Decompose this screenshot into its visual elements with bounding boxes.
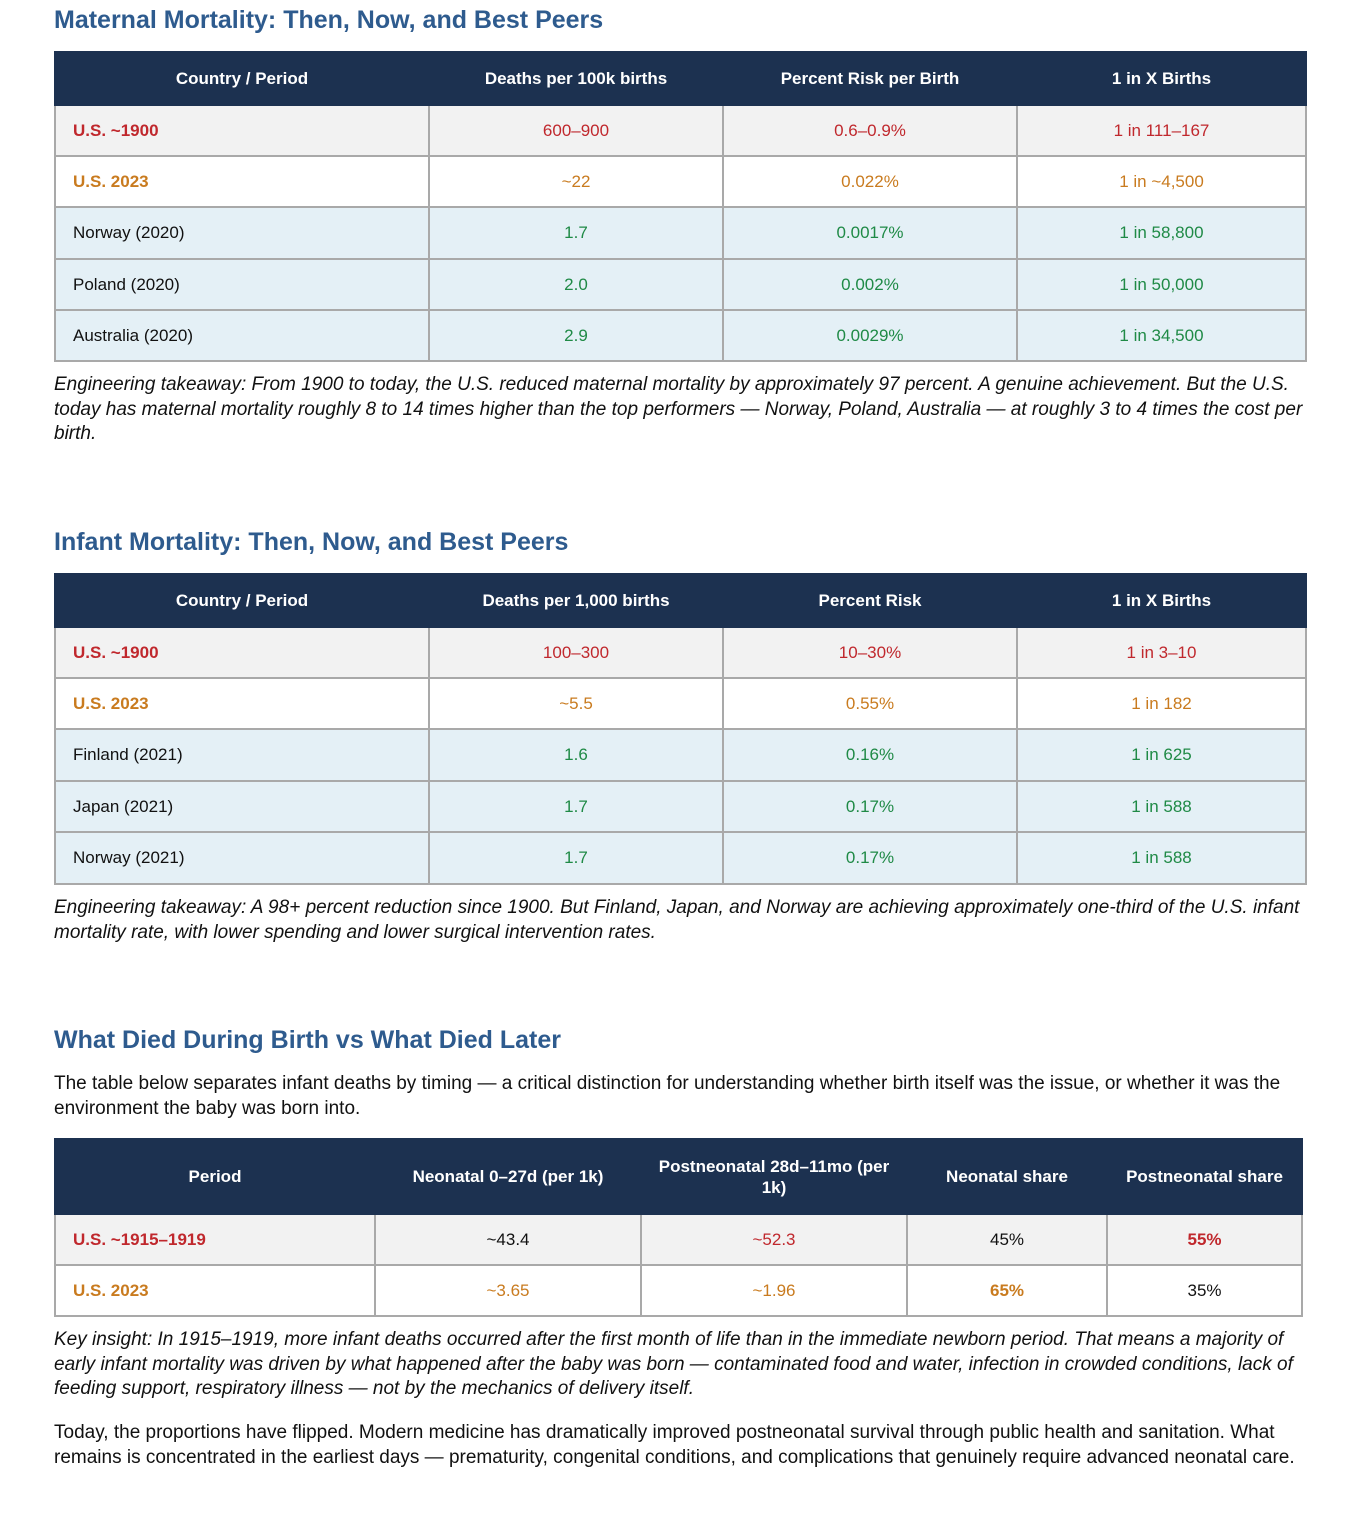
value-cell: 1 in ~4,500 [1017,156,1306,207]
period-cell: U.S. 2023 [55,156,429,207]
table-row [55,678,1306,729]
value-cell: 1.7 [429,832,723,884]
value-cell: 0.16% [723,729,1017,781]
value-cell: ~5.5 [429,678,723,729]
maternal-table [54,51,1307,362]
value-cell: 2.9 [429,310,723,361]
maternal-header-deaths: Deaths per 100k births [429,52,723,105]
table-row [55,105,1306,156]
value-cell: 1 in 58,800 [1017,207,1306,259]
infant-header-country: Country / Period [55,574,429,627]
maternal-header-row [55,52,1306,105]
timing-closing: Today, the proportions have flipped. Modern medicine has dramatically improved postneonatal survival through public health and sanitation. What remains is concentrated in the earliest days — prematurity, congenital conditions, and complications that genuinely require advanced neonatal care. [54,1422,1295,1468]
timing-header-period: Period [55,1139,375,1214]
value-cell: 2.0 [429,259,723,310]
period-cell: U.S. 2023 [55,1265,375,1316]
table-row [55,627,1306,678]
timing-insight: Key insight: In 1915–1919, more infant deaths occurred after the first month of life than in the immediate newborn period. That means a majority of early infant mortality was driven by what happened after the baby was born — contaminated food and water, infection in crowded conditions, lack of feeding support, respiratory illness — not by the mechanics of delivery itself. [54,1329,1293,1399]
table-row [55,259,1306,310]
value-cell: 600–900 [429,105,723,156]
value-cell: ~1.96 [641,1265,907,1316]
period-cell: U.S. ~1900 [55,627,429,678]
value-cell: 0.022% [723,156,1017,207]
infant-header-one-in-x: 1 in X Births [1017,574,1306,627]
table-row [55,207,1306,259]
value-cell: 1 in 111–167 [1017,105,1306,156]
maternal-header-one-in-x: 1 in X Births [1017,52,1306,105]
timing-table [54,1138,1303,1317]
table-row [55,832,1306,884]
infant-header-percent: Percent Risk [723,574,1017,627]
value-cell: 1.7 [429,207,723,259]
maternal-header-percent: Percent Risk per Birth [723,52,1017,105]
value-cell: 1 in 625 [1017,729,1306,781]
period-cell: Finland (2021) [55,729,429,781]
table-row [55,781,1306,832]
value-cell: 1 in 588 [1017,832,1306,884]
value-cell: 1 in 182 [1017,678,1306,729]
timing-title: What Died During Birth vs What Died Later [54,1026,561,1054]
value-cell: 0.0029% [723,310,1017,361]
maternal-header-country: Country / Period [55,52,429,105]
timing-intro: The table below separates infant deaths by timing — a critical distinction for understanding whether birth itself was the issue, or whether it was the environment the baby was born into. [54,1073,1281,1119]
infant-header-deaths: Deaths per 1,000 births [429,574,723,627]
period-cell: U.S. 2023 [55,678,429,729]
value-cell: ~52.3 [641,1214,907,1265]
value-cell: 0.6–0.9% [723,105,1017,156]
infant-takeaway: Engineering takeaway: A 98+ percent reduction since 1900. But Finland, Japan, and Norway are achieving approximately one-third of the U.S. infant mortality rate, with lower spending and lower surgical intervention rates. [54,897,1300,943]
value-cell: 0.002% [723,259,1017,310]
value-cell: 1 in 588 [1017,781,1306,832]
value-cell: 1.7 [429,781,723,832]
table-row [55,310,1306,361]
value-cell: 100–300 [429,627,723,678]
value-cell: 45% [907,1214,1107,1265]
value-cell: 0.55% [723,678,1017,729]
infant-table [54,573,1307,885]
value-cell: 35% [1107,1265,1302,1316]
timing-header-row [55,1139,1302,1214]
value-cell: 1 in 50,000 [1017,259,1306,310]
table-row [55,1265,1302,1316]
value-cell: 65% [907,1265,1107,1316]
period-cell: Norway (2020) [55,207,429,259]
table-row [55,1214,1302,1265]
period-cell: U.S. ~1915–1919 [55,1214,375,1265]
value-cell: ~22 [429,156,723,207]
maternal-takeaway: Engineering takeaway: From 1900 to today, the U.S. reduced maternal mortality by approximately 97 percent. A genuine achievement. But the U.S. today has maternal mortality roughly 8 to 14 times higher than the top performers — Norway, Poland, Australia — at roughly 3 to 4 times the cost per birth. [54,374,1303,444]
period-cell: Poland (2020) [55,259,429,310]
table-row [55,156,1306,207]
maternal-title: Maternal Mortality: Then, Now, and Best Peers [54,6,604,34]
value-cell: 0.17% [723,781,1017,832]
period-cell: Norway (2021) [55,832,429,884]
infant-title: Infant Mortality: Then, Now, and Best Peers [54,528,569,556]
period-cell: Australia (2020) [55,310,429,361]
value-cell: 0.17% [723,832,1017,884]
table-row [55,729,1306,781]
value-cell: ~3.65 [375,1265,641,1316]
infant-header-row [55,574,1306,627]
value-cell: ~43.4 [375,1214,641,1265]
value-cell: 1 in 34,500 [1017,310,1306,361]
value-cell: 0.0017% [723,207,1017,259]
timing-header-neonatal: Neonatal 0–27d (per 1k) [375,1139,641,1214]
timing-header-postneonatal: Postneonatal 28d–11mo (per 1k) [641,1139,907,1214]
timing-header-neonatal-share: Neonatal share [907,1139,1107,1214]
period-cell: Japan (2021) [55,781,429,832]
value-cell: 10–30% [723,627,1017,678]
value-cell: 1.6 [429,729,723,781]
value-cell: 55% [1107,1214,1302,1265]
timing-header-postneonatal-share: Postneonatal share [1107,1139,1302,1214]
value-cell: 1 in 3–10 [1017,627,1306,678]
period-cell: U.S. ~1900 [55,105,429,156]
